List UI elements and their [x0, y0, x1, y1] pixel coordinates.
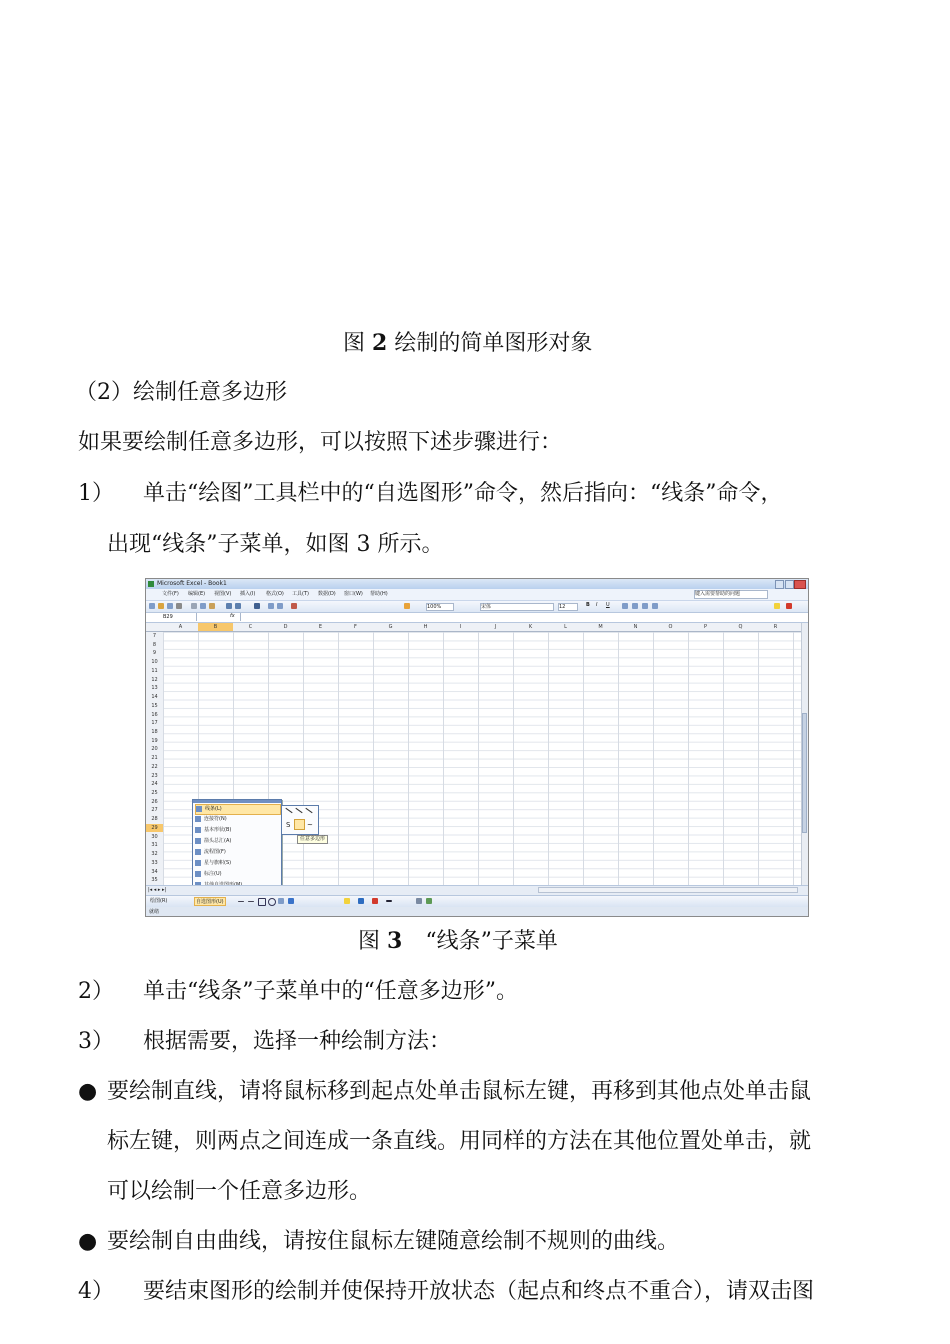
column-header[interactable]: L: [564, 624, 567, 630]
row-header[interactable]: 25: [151, 790, 158, 797]
row-header[interactable]: 22: [151, 763, 158, 770]
fill-bucket-icon[interactable]: [344, 898, 350, 904]
status-text: 就绪: [149, 909, 160, 915]
save-icon[interactable]: [167, 603, 173, 609]
menu-edit[interactable]: 编辑(E): [188, 591, 206, 597]
column-header[interactable]: H: [423, 624, 428, 630]
step-1-line-1: 单击“绘图”工具栏中的“自选图形”命令，然后指向：“线条”命令，: [143, 481, 783, 506]
caption-number: 3: [387, 928, 403, 954]
font-box[interactable]: 宋体: [480, 603, 554, 611]
row-header[interactable]: 16: [151, 711, 158, 718]
row-header[interactable]: 23: [151, 772, 158, 779]
menu-file[interactable]: 文件(F): [162, 591, 179, 597]
sort-desc-icon[interactable]: [277, 603, 283, 609]
popup-item-stars-banners[interactable]: [195, 859, 279, 868]
row-header[interactable]: 11: [151, 667, 158, 674]
merge-icon[interactable]: [652, 603, 658, 609]
callout-icon: [195, 871, 201, 877]
bullet-1-line-1: 要绘制直线，请将鼠标移到起点处单击鼠标左键，再移到其他点处单击鼠: [107, 1079, 812, 1104]
popup-item-block-arrows[interactable]: [195, 837, 279, 846]
column-headers: [146, 623, 808, 632]
row-header[interactable]: 24: [151, 781, 158, 788]
column-header[interactable]: R: [773, 624, 778, 630]
draw-arrow-icon[interactable]: [248, 901, 254, 902]
column-header[interactable]: B: [198, 623, 233, 631]
row-header[interactable]: 8: [152, 641, 157, 648]
caption-prefix: 图: [358, 929, 381, 954]
column-header[interactable]: D: [283, 624, 288, 630]
popup-item-label: 连接符(N): [204, 816, 227, 822]
step-1-number: 1）: [78, 481, 114, 506]
arrow-tool-icon[interactable]: [295, 808, 302, 813]
menu-format[interactable]: 格式(O): [266, 591, 284, 597]
row-header[interactable]: 19: [151, 737, 158, 744]
row-header[interactable]: 14: [151, 694, 158, 701]
underline-button[interactable]: U: [606, 602, 610, 608]
autoshape-menu: [192, 799, 282, 893]
sheet-tab-bar: [146, 885, 808, 895]
lines-submenu: [281, 805, 319, 835]
row-header[interactable]: 31: [151, 842, 158, 849]
menu-window[interactable]: 窗口(W): [344, 591, 363, 597]
line-color-icon[interactable]: [358, 898, 364, 904]
row-header[interactable]: 17: [151, 720, 158, 727]
text-color-icon[interactable]: [372, 898, 378, 904]
status-bar: [146, 907, 808, 916]
bullet-2-line-1: 要绘制自由曲线，请按住鼠标左键随意绘制不规则的曲线。: [107, 1229, 680, 1254]
step-4-line-1: 要结束图形的绘制并使保持开放状态（起点和终点不重合），请双击图: [143, 1279, 815, 1304]
shadow-icon[interactable]: [416, 898, 422, 904]
row-header[interactable]: 15: [151, 702, 158, 709]
row-header[interactable]: 32: [151, 851, 158, 858]
caption-text: “线条”子菜单: [425, 929, 558, 954]
column-header[interactable]: Q: [738, 624, 743, 630]
print-icon[interactable]: [176, 603, 182, 609]
row-header[interactable]: 28: [151, 816, 158, 823]
row-header[interactable]: 20: [151, 746, 158, 753]
3d-icon[interactable]: [426, 898, 432, 904]
column-header[interactable]: G: [388, 624, 393, 630]
row-header[interactable]: 29: [146, 824, 163, 832]
caption-number: 2: [372, 330, 388, 356]
font-size-box[interactable]: 12: [558, 603, 578, 611]
align-right-icon[interactable]: [642, 603, 648, 609]
column-header[interactable]: M: [598, 624, 603, 630]
font-color-icon[interactable]: [786, 603, 792, 609]
row-header[interactable]: 21: [151, 755, 158, 762]
fx-label: fx: [230, 613, 235, 619]
cut-icon[interactable]: [191, 603, 197, 609]
excel-screenshot: [145, 578, 809, 917]
popup-item-label: 箭头总汇(A): [204, 838, 232, 844]
star-icon: [195, 860, 201, 866]
row-headers: [146, 632, 164, 885]
popup-item-flowchart[interactable]: [195, 848, 279, 857]
horizontal-scrollbar[interactable]: [538, 887, 798, 893]
drawing-toggle-icon[interactable]: [404, 603, 410, 609]
undo-icon[interactable]: [226, 603, 232, 609]
popup-item-connectors[interactable]: [195, 815, 279, 824]
step-2-number: 2）: [78, 979, 114, 1004]
row-header[interactable]: 7: [152, 633, 157, 639]
maximize-icon[interactable]: [785, 580, 794, 589]
excel-window-title: Microsoft Excel - Book1: [157, 580, 227, 587]
column-header[interactable]: K: [528, 624, 533, 630]
popup-item-label: 标注(U): [204, 871, 222, 877]
row-header[interactable]: 13: [151, 685, 158, 692]
vertical-scrollbar[interactable]: [801, 623, 808, 885]
lines-icon: [196, 806, 202, 812]
drawing-toolbar: [146, 895, 808, 907]
column-header[interactable]: O: [668, 624, 673, 630]
align-center-icon[interactable]: [632, 603, 638, 609]
close-icon[interactable]: [794, 580, 806, 589]
row-header[interactable]: 10: [151, 659, 158, 666]
popup-item-label: 星与旗帜(S): [204, 860, 232, 866]
chart-icon[interactable]: [291, 603, 297, 609]
menu-tools[interactable]: 工具(T): [292, 591, 309, 597]
figure-3-caption: [358, 926, 558, 957]
column-header[interactable]: C: [248, 624, 253, 630]
flowchart-icon: [195, 849, 201, 855]
popup-title-strip: [193, 800, 281, 803]
column-header[interactable]: P: [703, 624, 707, 630]
wordart-icon[interactable]: [288, 898, 294, 904]
column-header[interactable]: I: [459, 624, 462, 630]
help-question-box[interactable]: 键入需要帮助的问题: [694, 590, 768, 599]
bullet-1-line-3: 可以绘制一个任意多边形。: [107, 1179, 372, 1204]
row-header[interactable]: 27: [151, 807, 158, 814]
excel-menu-bar: [146, 589, 808, 601]
column-header[interactable]: N: [633, 624, 638, 630]
block-arrow-icon: [195, 838, 201, 844]
sheet-nav-arrows[interactable]: |◂ ◂ ▸ ▸|: [148, 887, 167, 893]
freeform-tool-icon[interactable]: [294, 819, 305, 830]
column-header[interactable]: E: [318, 624, 323, 630]
formula-input[interactable]: [240, 613, 801, 621]
popup-item-lines[interactable]: [195, 804, 281, 815]
popup-item-label: 基本形状(B): [204, 827, 232, 833]
excel-toolbar: [146, 601, 808, 613]
column-header[interactable]: F: [354, 624, 357, 630]
popup-item-label: 流程图(F): [204, 849, 226, 855]
rectangle-icon[interactable]: [258, 898, 266, 906]
step-4-number: 4）: [78, 1279, 114, 1304]
name-box[interactable]: B29: [147, 613, 197, 621]
line-style-icon[interactable]: [386, 900, 392, 902]
step-1-line-2: 出现“线条”子菜单，如图 3 所示。: [107, 532, 444, 557]
step-3-line-1: 根据需要，选择一种绘制方法：: [143, 1029, 452, 1054]
menu-view[interactable]: 视图(V): [214, 591, 232, 597]
freeform-tooltip: 任意多边形: [297, 835, 328, 844]
caption-text: 绘制的简单图形对象: [394, 331, 593, 356]
popup-item-callouts[interactable]: [195, 870, 279, 879]
menu-insert[interactable]: 插入(I): [240, 591, 256, 597]
copy-icon[interactable]: [200, 603, 206, 609]
bullet-1-line-2: 标左键，则两点之间连成一条直线。用同样的方法在其他位置处单击，就: [107, 1129, 812, 1154]
open-icon[interactable]: [158, 603, 164, 609]
paste-icon[interactable]: [209, 603, 215, 609]
bullet-2-symbol: ●: [78, 1229, 98, 1254]
row-header[interactable]: 18: [151, 728, 158, 735]
row-header[interactable]: 26: [151, 798, 158, 805]
row-header[interactable]: 34: [151, 868, 158, 875]
caption-prefix: 图: [343, 331, 366, 356]
excel-title-bar: [146, 579, 808, 589]
row-header[interactable]: 12: [151, 676, 158, 683]
autoshapes-button[interactable]: 自选图形(U): [196, 899, 224, 905]
double-arrow-tool-icon[interactable]: [305, 808, 312, 813]
scribble-tool-icon[interactable]: ~: [307, 821, 313, 829]
draw-menu-button[interactable]: 绘图(R): [150, 898, 168, 904]
row-header[interactable]: 9: [152, 650, 157, 657]
bullet-1-symbol: ●: [78, 1079, 98, 1104]
menu-help[interactable]: 帮助(H): [370, 591, 388, 597]
fill-color-icon[interactable]: [774, 603, 780, 609]
curve-tool-icon[interactable]: S: [286, 821, 291, 829]
popup-item-basic-shapes[interactable]: [195, 826, 279, 835]
align-left-icon[interactable]: [622, 603, 628, 609]
redo-icon[interactable]: [235, 603, 241, 609]
intro-paragraph: 如果要绘制任意多边形，可以按照下述步骤进行：: [78, 430, 563, 455]
sum-icon[interactable]: [254, 603, 260, 609]
minimize-icon[interactable]: [775, 580, 784, 589]
row-header[interactable]: 33: [151, 859, 158, 866]
row-header[interactable]: 30: [151, 833, 158, 840]
scroll-thumb[interactable]: [802, 713, 807, 833]
textbox-icon[interactable]: [278, 898, 284, 904]
figure-2-caption: [343, 328, 592, 359]
step-2-line-1: 单击“线条”子菜单中的“任意多边形”。: [143, 979, 518, 1004]
row-header[interactable]: 35: [151, 877, 158, 884]
new-icon[interactable]: [149, 603, 155, 609]
line-tool-icon[interactable]: [285, 808, 292, 813]
formula-bar: [146, 613, 808, 623]
excel-app-icon: [148, 581, 154, 587]
bold-button[interactable]: B: [586, 602, 590, 608]
column-header[interactable]: A: [178, 624, 183, 630]
zoom-box[interactable]: 100%: [426, 603, 454, 611]
draw-line-icon[interactable]: [238, 901, 244, 902]
oval-icon[interactable]: [268, 898, 276, 906]
sort-asc-icon[interactable]: [268, 603, 274, 609]
column-header[interactable]: J: [494, 624, 497, 630]
basic-shapes-icon: [195, 827, 201, 833]
section-heading: （2）绘制任意多边形: [75, 380, 287, 405]
connector-icon: [195, 816, 201, 822]
popup-item-label: 线条(L): [205, 806, 222, 812]
step-3-number: 3）: [78, 1029, 114, 1054]
italic-button[interactable]: I: [596, 602, 598, 608]
menu-data[interactable]: 数据(D): [318, 591, 336, 597]
